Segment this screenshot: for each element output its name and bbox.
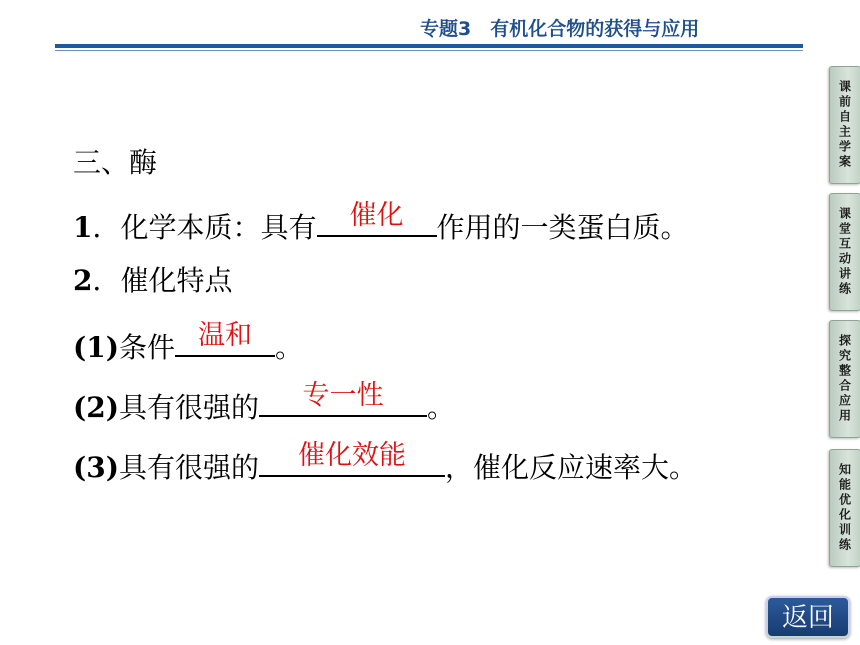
- item-1-number: 1: [73, 211, 93, 244]
- item-1-blank: [317, 200, 437, 237]
- header-rule: [55, 44, 803, 48]
- sub-item-3-blank: [259, 440, 445, 477]
- item-1-answer: 催化: [349, 200, 404, 231]
- header-title: 专题3 有机化合物的获得与应用: [420, 18, 700, 40]
- back-button[interactable]: 返回: [766, 596, 850, 638]
- item-2-number: 2: [73, 264, 93, 297]
- item-1: [73, 200, 689, 245]
- sub-item-2-prefix: 具有很强的: [118, 391, 259, 424]
- sub-item-2: [73, 380, 456, 425]
- sub-item-3-label: (3): [73, 451, 119, 484]
- section-heading: 三、酶: [73, 146, 158, 179]
- side-tab-pre-class[interactable]: 课前自主学案: [829, 66, 860, 184]
- sub-item-3-prefix: 具有很强的: [118, 451, 259, 484]
- sub-item-1-blank: [175, 320, 275, 357]
- sub-item-1: [73, 320, 304, 365]
- item-2: [73, 264, 233, 298]
- item-2-text: ．催化特点: [92, 264, 233, 297]
- sub-item-1-suffix: 。: [275, 331, 304, 364]
- sub-item-2-suffix: 。: [427, 391, 456, 424]
- header-rule-thin: [55, 50, 803, 51]
- sub-item-2-blank: [259, 380, 427, 417]
- sub-item-1-prefix: 条件: [118, 331, 175, 364]
- item-1-prefix: ．化学本质：具有: [92, 211, 317, 244]
- sub-item-3-answer: 催化效能: [298, 440, 406, 471]
- sub-item-3-suffix: ，催化反应速率大。: [445, 451, 698, 484]
- sub-item-1-label: (1): [73, 331, 119, 364]
- sub-item-2-label: (2): [73, 391, 119, 424]
- sub-item-3: [73, 440, 698, 485]
- item-1-suffix: 作用的一类蛋白质。: [436, 211, 689, 244]
- side-tab-training[interactable]: 知能优化训练: [829, 449, 860, 567]
- side-tab-classroom[interactable]: 课堂互动讲练: [829, 193, 860, 311]
- sub-item-1-answer: 温和: [198, 320, 252, 351]
- side-tab-integration[interactable]: 探究整合应用: [829, 320, 860, 438]
- sub-item-2-answer: 专一性: [302, 380, 384, 411]
